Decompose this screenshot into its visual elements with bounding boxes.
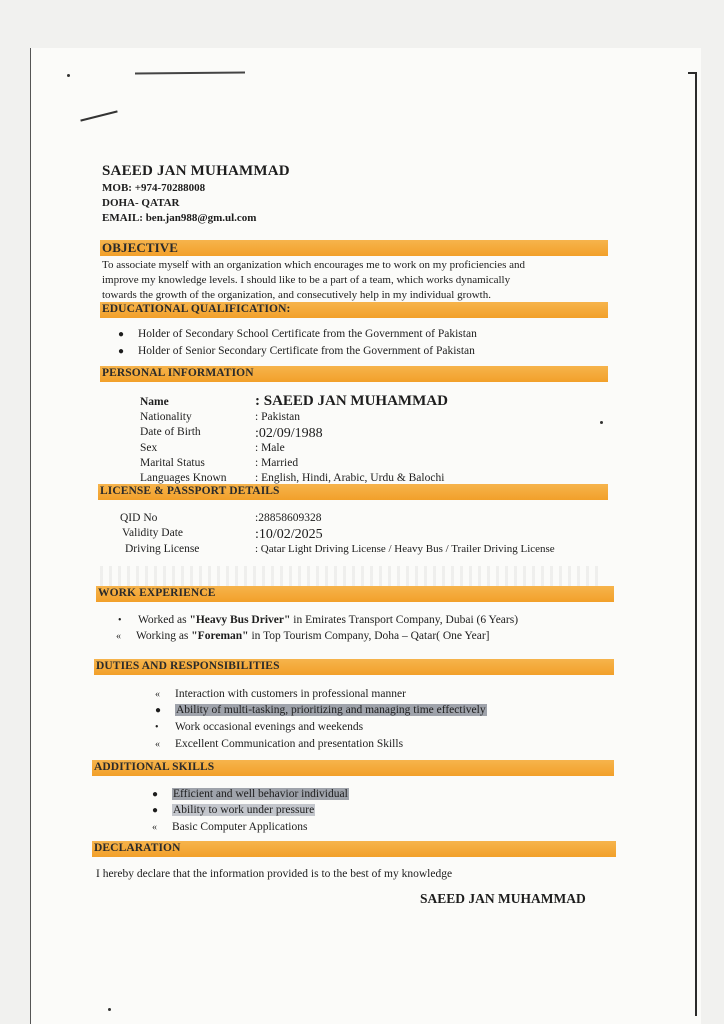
scan-dot xyxy=(67,74,70,77)
bullet-icon: ● xyxy=(152,789,159,800)
list-item: « Working as "Foreman" in Top Tourism Company, Doha – Qatar( One Year] xyxy=(116,630,490,642)
table-row: Date of Birth :02/09/1988 xyxy=(140,426,323,441)
section-title-work: WORK EXPERIENCE xyxy=(98,587,216,599)
bullet-icon: • xyxy=(118,615,122,626)
mobile-number: MOB: +974-70288008 xyxy=(102,182,206,194)
candidate-name: SAEED JAN MUHAMMAD xyxy=(102,163,290,179)
declaration-text: I hereby declare that the information provided is to the best of my knowledge xyxy=(96,868,453,880)
list-item: « Excellent Communication and presentation Skills xyxy=(155,738,404,750)
email: EMAIL: ben.jan988@gm.ul.com xyxy=(102,212,257,224)
list-item: ● Efficient and well behavior individual xyxy=(152,788,348,800)
table-row: Name : SAEED JAN MUHAMMAD xyxy=(140,393,448,409)
section-title-declaration: DECLARATION xyxy=(94,842,181,854)
page-edge-tick xyxy=(688,72,697,74)
section-title-personal: PERSONAL INFORMATION xyxy=(102,367,254,379)
scan-noise xyxy=(100,566,600,586)
objective-line: improve my knowledge levels. I should like to be a part of a team, which works dynamically xyxy=(102,274,511,286)
section-title-skills: ADDITIONAL SKILLS xyxy=(94,761,215,773)
location: DOHA- QATAR xyxy=(102,197,180,209)
section-title-duties: DUTIES AND RESPONSIBILITIES xyxy=(96,660,280,672)
list-item: • Worked as "Heavy Bus Driver" in Emirates Transport Company, Dubai (6 Years) xyxy=(118,614,519,626)
table-row: Driving License : Qatar Light Driving License / Heavy Bus / Trailer Driving License xyxy=(125,543,555,555)
bullet-icon: • xyxy=(155,722,159,733)
list-item: ● Holder of Secondary School Certificate from the Government of Pakistan xyxy=(118,328,477,340)
list-item: • Work occasional evenings and weekends xyxy=(155,721,364,733)
scan-dot xyxy=(108,1008,111,1011)
table-row: Nationality : Pakistan xyxy=(140,411,301,423)
table-row: Languages Known : English, Hindi, Arabic, Urdu & Balochi xyxy=(140,472,445,484)
table-row: Marital Status : Married xyxy=(140,457,299,469)
signature-name: SAEED JAN MUHAMMAD xyxy=(420,891,586,906)
table-row: QID No :28858609328 xyxy=(120,512,322,524)
objective-text xyxy=(102,258,602,303)
bullet-icon: « xyxy=(155,689,160,700)
bullet-icon: ● xyxy=(152,805,159,816)
section-title-education: EDUCATIONAL QUALIFICATION: xyxy=(102,303,291,315)
section-title-license: LICENSE & PASSPORT DETAILS xyxy=(100,485,280,497)
bullet-icon: ● xyxy=(118,329,125,340)
section-title-objective: OBJECTIVE xyxy=(102,240,179,255)
bullet-icon: ● xyxy=(118,346,125,357)
bullet-icon: ● xyxy=(155,705,162,716)
list-item: ● Ability to work under pressure xyxy=(152,804,315,816)
objective-line: towards the growth of the organization, and consecutively help in my individual growth. xyxy=(102,289,491,301)
table-row: Sex : Male xyxy=(140,442,285,454)
list-item: « Interaction with customers in professional manner xyxy=(155,688,406,700)
bullet-icon: « xyxy=(155,739,160,750)
objective-line: To associate myself with an organization which encourages me to work on my proficiencies and xyxy=(102,259,526,271)
list-item: ● Ability of multi-tasking, prioritizing and managing time effectively xyxy=(155,704,486,716)
bullet-icon: « xyxy=(152,822,157,833)
list-item: « Basic Computer Applications xyxy=(152,821,308,833)
list-item: ● Holder of Senior Secondary Certificate from the Government of Pakistan xyxy=(118,345,475,357)
bullet-icon: « xyxy=(116,631,121,642)
table-row: Validity Date :10/02/2025 xyxy=(122,527,323,542)
